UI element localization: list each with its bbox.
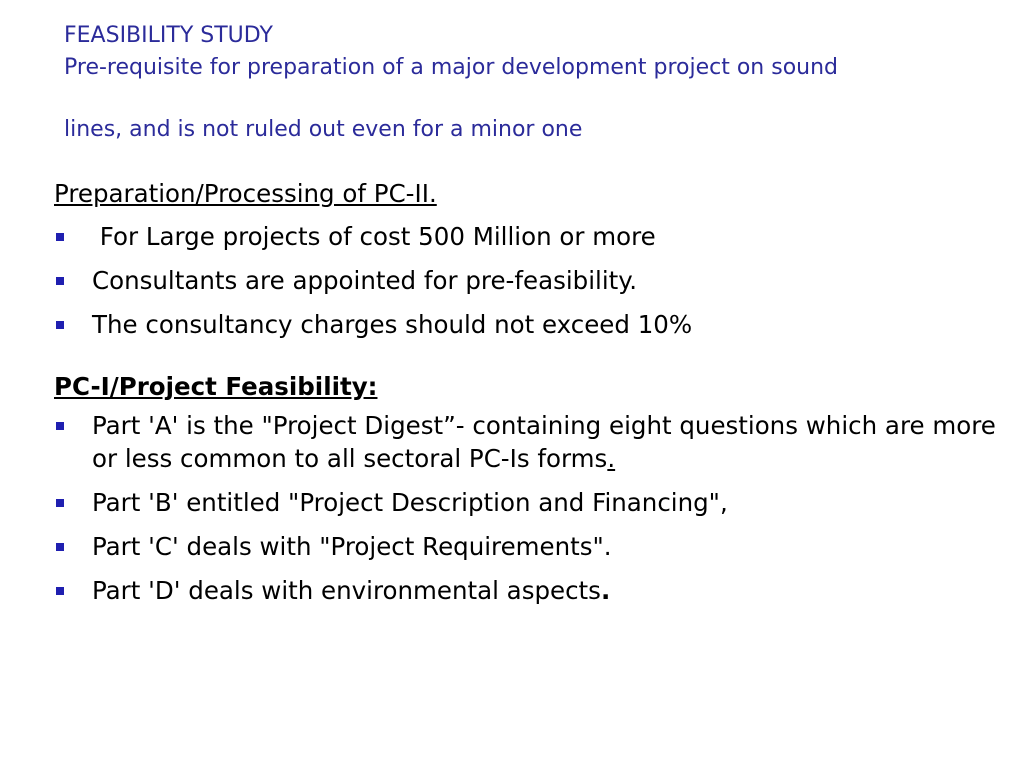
square-bullet-icon: [56, 422, 64, 430]
section-heading-pc-ii: Preparation/Processing of PC-II.: [54, 179, 437, 208]
bullet-suffix: .: [607, 444, 616, 473]
bullet-suffix: .: [600, 576, 611, 605]
list-item: [54, 308, 1004, 341]
list-item: [54, 409, 1004, 475]
list-item: [54, 530, 1004, 563]
title-line-2: Pre-requisite for preparation of a major development project on sound: [64, 55, 839, 80]
slide-title: [64, 20, 984, 146]
square-bullet-icon: [56, 587, 64, 595]
list-item: [54, 574, 1004, 607]
pc-ii-bullet-list: [54, 220, 1004, 341]
list-item: [54, 486, 1004, 519]
bullet-text: Part 'C' deals with "Project Requirements".: [92, 532, 612, 561]
square-bullet-icon: [56, 499, 64, 507]
bullet-text: Part 'A' is the "Project Digest”- containing eight questions which are more or less common to all sectoral PC-Is forms: [92, 411, 996, 473]
square-bullet-icon: [56, 233, 64, 241]
bullet-text: Part 'B' entitled "Project Description and Financing",: [92, 488, 728, 517]
list-item: [54, 220, 1004, 253]
title-gap: [64, 84, 984, 114]
bullet-text: Consultants are appointed for pre-feasibility.: [92, 266, 638, 295]
pc-i-bullet-list: [54, 409, 1004, 607]
title-line-1: FEASIBILITY STUDY: [64, 23, 273, 48]
bullet-text: Part 'D' deals with environmental aspects: [92, 576, 601, 605]
list-item: [54, 264, 1004, 297]
section-spacer: [54, 341, 1004, 369]
slide-body: [54, 176, 1004, 607]
section-heading-pc-i: PC-I/Project Feasibility:: [54, 372, 378, 401]
title-line-3: lines, and is not ruled out even for a minor one: [64, 117, 583, 142]
square-bullet-icon: [56, 277, 64, 285]
square-bullet-icon: [56, 543, 64, 551]
bullet-text: For Large projects of cost 500 Million or more: [92, 222, 656, 251]
square-bullet-icon: [56, 321, 64, 329]
bullet-text: The consultancy charges should not exceed 10%: [92, 310, 693, 339]
